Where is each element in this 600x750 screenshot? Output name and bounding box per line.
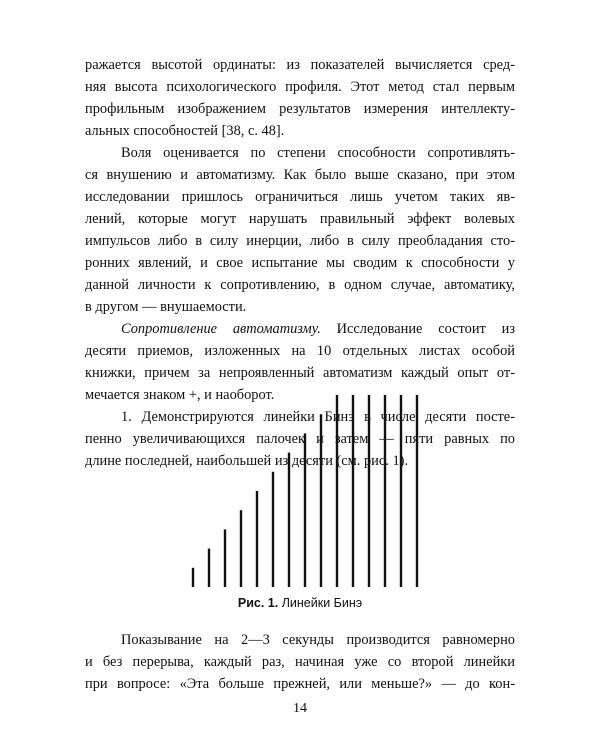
text-line: и без перерыва, каждый раз, начиная уже со второй линейки xyxy=(85,654,515,670)
text-line: мечается знаком +, и наоборот. xyxy=(85,387,275,403)
text-line: профильным изображением результатов измерения интеллекту- xyxy=(85,101,515,117)
text-line: 1. Демонстрируются линейки Бинэ в числе десяти посте- xyxy=(121,409,515,425)
text-line: данной личности к сопротивлению, в одном случае, автоматику, xyxy=(85,277,515,293)
text-fragment: Исследование состоит из xyxy=(320,321,515,337)
text-line: ражается высотой ординаты: из показателей вычисляется сред- xyxy=(85,57,515,73)
text-line: ронних явлений, и свое испытание мы сводим к способности у xyxy=(85,255,515,271)
text-line: исследовании пришлось ограничиться лишь учетом таких яв- xyxy=(85,189,515,205)
text-line: импульсов либо в силу инерции, либо в силу преобладания сто- xyxy=(85,233,515,249)
section-heading-italic: Сопротивление автоматизму. xyxy=(121,321,321,337)
text-line: ся внушению и автоматизму. Как было выше сказано, при этом xyxy=(85,167,515,183)
text-line: пенно увеличивающихся палочек и затем — пяти равных по xyxy=(85,431,515,447)
figure-caption xyxy=(0,596,600,610)
text-line: десяти приемов, изложенных на 10 отдельных листах особой xyxy=(85,343,515,359)
text-line: лений, которые могут нарушать правильный эффект волевых xyxy=(85,211,515,227)
text-line: няя высота психологического профиля. Этот метод стал первым xyxy=(85,79,515,95)
text-line: длине последней, наибольшей из десяти (см. рис. 1). xyxy=(85,453,409,469)
figure-caption-label: Рис. 1. xyxy=(237,596,279,610)
text-line: в другом — внушаемости. xyxy=(85,299,247,315)
text-line: альных способностей [38, с. 48]. xyxy=(85,123,285,139)
text-line: при вопросе: «Эта больше прежней, или меньше?» — до кон- xyxy=(85,676,515,692)
binet-rulers-figure xyxy=(190,393,422,589)
body-text-bottom xyxy=(85,629,515,695)
page-number: 14 xyxy=(293,701,307,716)
figure-caption-text: Линейки Бинэ xyxy=(278,596,363,610)
text-line: книжки, причем за непроявленный автоматизм каждый опыт от- xyxy=(85,365,515,381)
text-line: Воля оценивается по степени способности сопротивлять- xyxy=(121,145,515,161)
text-line: Показывание на 2—3 секунды производится равномерно xyxy=(121,632,515,648)
text-line xyxy=(85,318,515,340)
